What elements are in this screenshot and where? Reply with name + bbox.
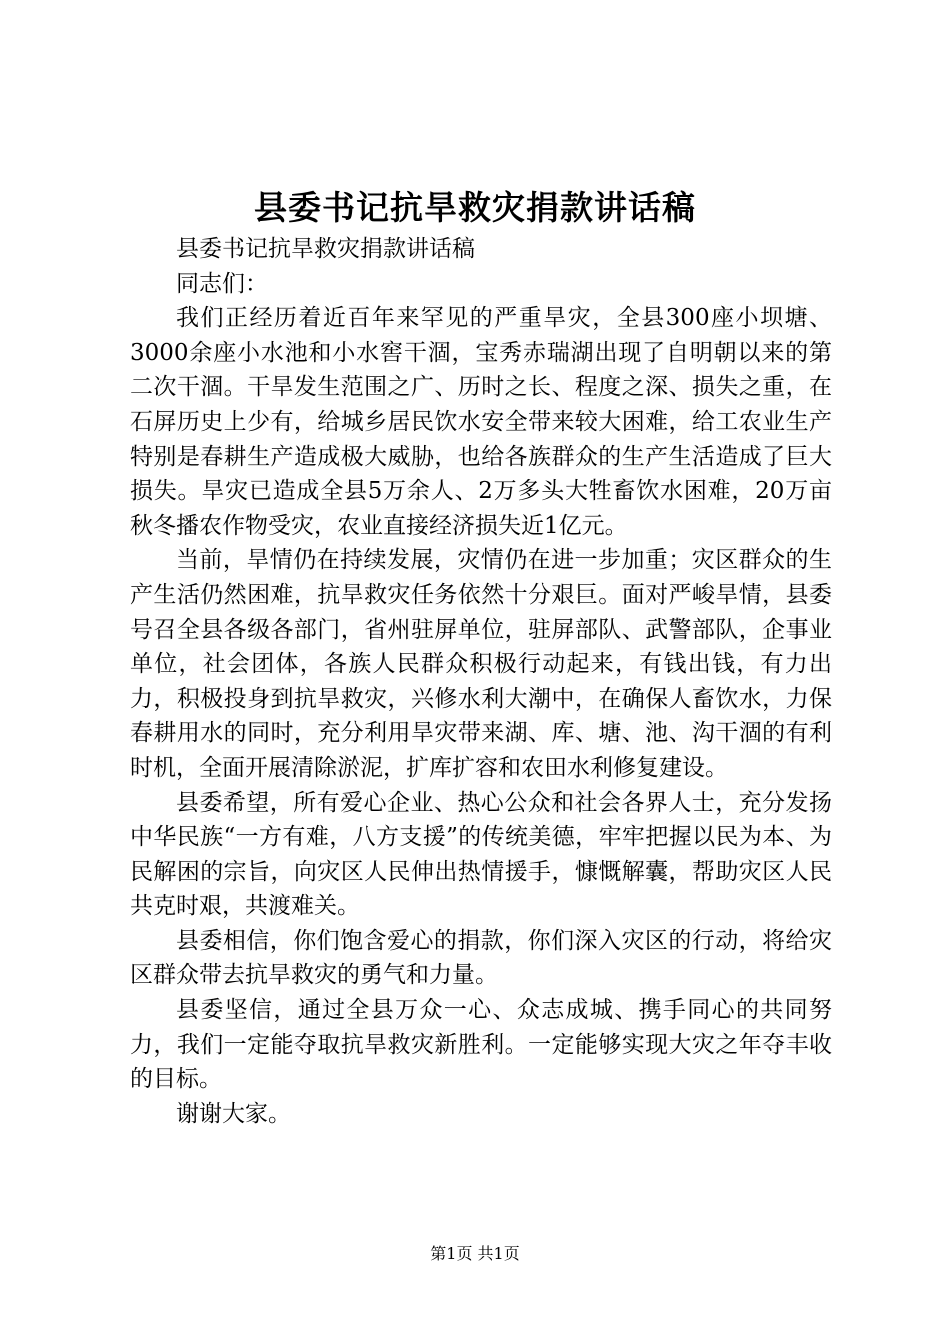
page-footer: 第1页 共1页 [430, 1244, 520, 1263]
body-paragraph: 当前，旱情仍在持续发展，灾情仍在进一步加重；灾区群众的生产生活仍然困难，抗旱救灾任务依然十分艰巨。面对严峻旱情，县委号召全县各级各部门，省州驻屏单位，驻屏部队、武警部队，企事业单位，社会团体，各族人民群众积极行动起来，有钱出钱，有力出力，积极投身到抗旱救灾，兴修水利大潮中，在确保人畜饮水，力保春耕用水的同时，充分利用旱灾带来湖、库、塘、池、沟干涸的有利时机，全面开展清除淤泥，扩库扩容和农田水利修复建设。 [130, 547, 832, 781]
salutation-paragraph: 同志们： [176, 270, 268, 297]
body-paragraph: 县委坚信，通过全县万众一心、众志成城、携手同心的共同努力，我们一定能夺取抗旱救灾新胜利。一定能够实现大灾之年夺丰收的目标。 [130, 997, 832, 1093]
subtitle-paragraph: 县委书记抗旱救灾捐款讲话稿 [176, 236, 475, 262]
body-paragraph: 县委希望，所有爱心企业、热心公众和社会各界人士，充分发扬中华民族“一方有难，八方支援”的传统美德，牢牢把握以民为本、为民解困的宗旨，向灾区人民伸出热情援手，慷慨解囊，帮助灾区人民共克时艰，共渡难关。 [130, 789, 832, 920]
body-paragraph: 县委相信，你们饱含爱心的捐款，你们深入灾区的行动，将给灾区群众带去抗旱救灾的勇气和力量。 [130, 927, 832, 989]
body-paragraph: 我们正经历着近百年来罕见的严重旱灾，全县300座小坝塘、3000余座小水池和小水窖干涸，宝秀赤瑞湖出现了自明朝以来的第二次干涸。干旱发生范围之广、历时之长、程度之深、损失之重，在石屏历史上少有，给城乡居民饮水安全带来较大困难，给工农业生产特别是春耕生产造成极大威胁，也给各族群众的生产生活造成了巨大损失。旱灾已造成全县5万余人、2万多头大牲畜饮水困难，20万亩秋冬播农作物受灾，农业直接经济损失近1亿元。 [130, 305, 832, 539]
closing-paragraph: 谢谢大家。 [176, 1100, 291, 1127]
document-title: 县委书记抗旱救灾捐款讲话稿 [254, 188, 696, 227]
document-body [130, 232, 832, 1131]
